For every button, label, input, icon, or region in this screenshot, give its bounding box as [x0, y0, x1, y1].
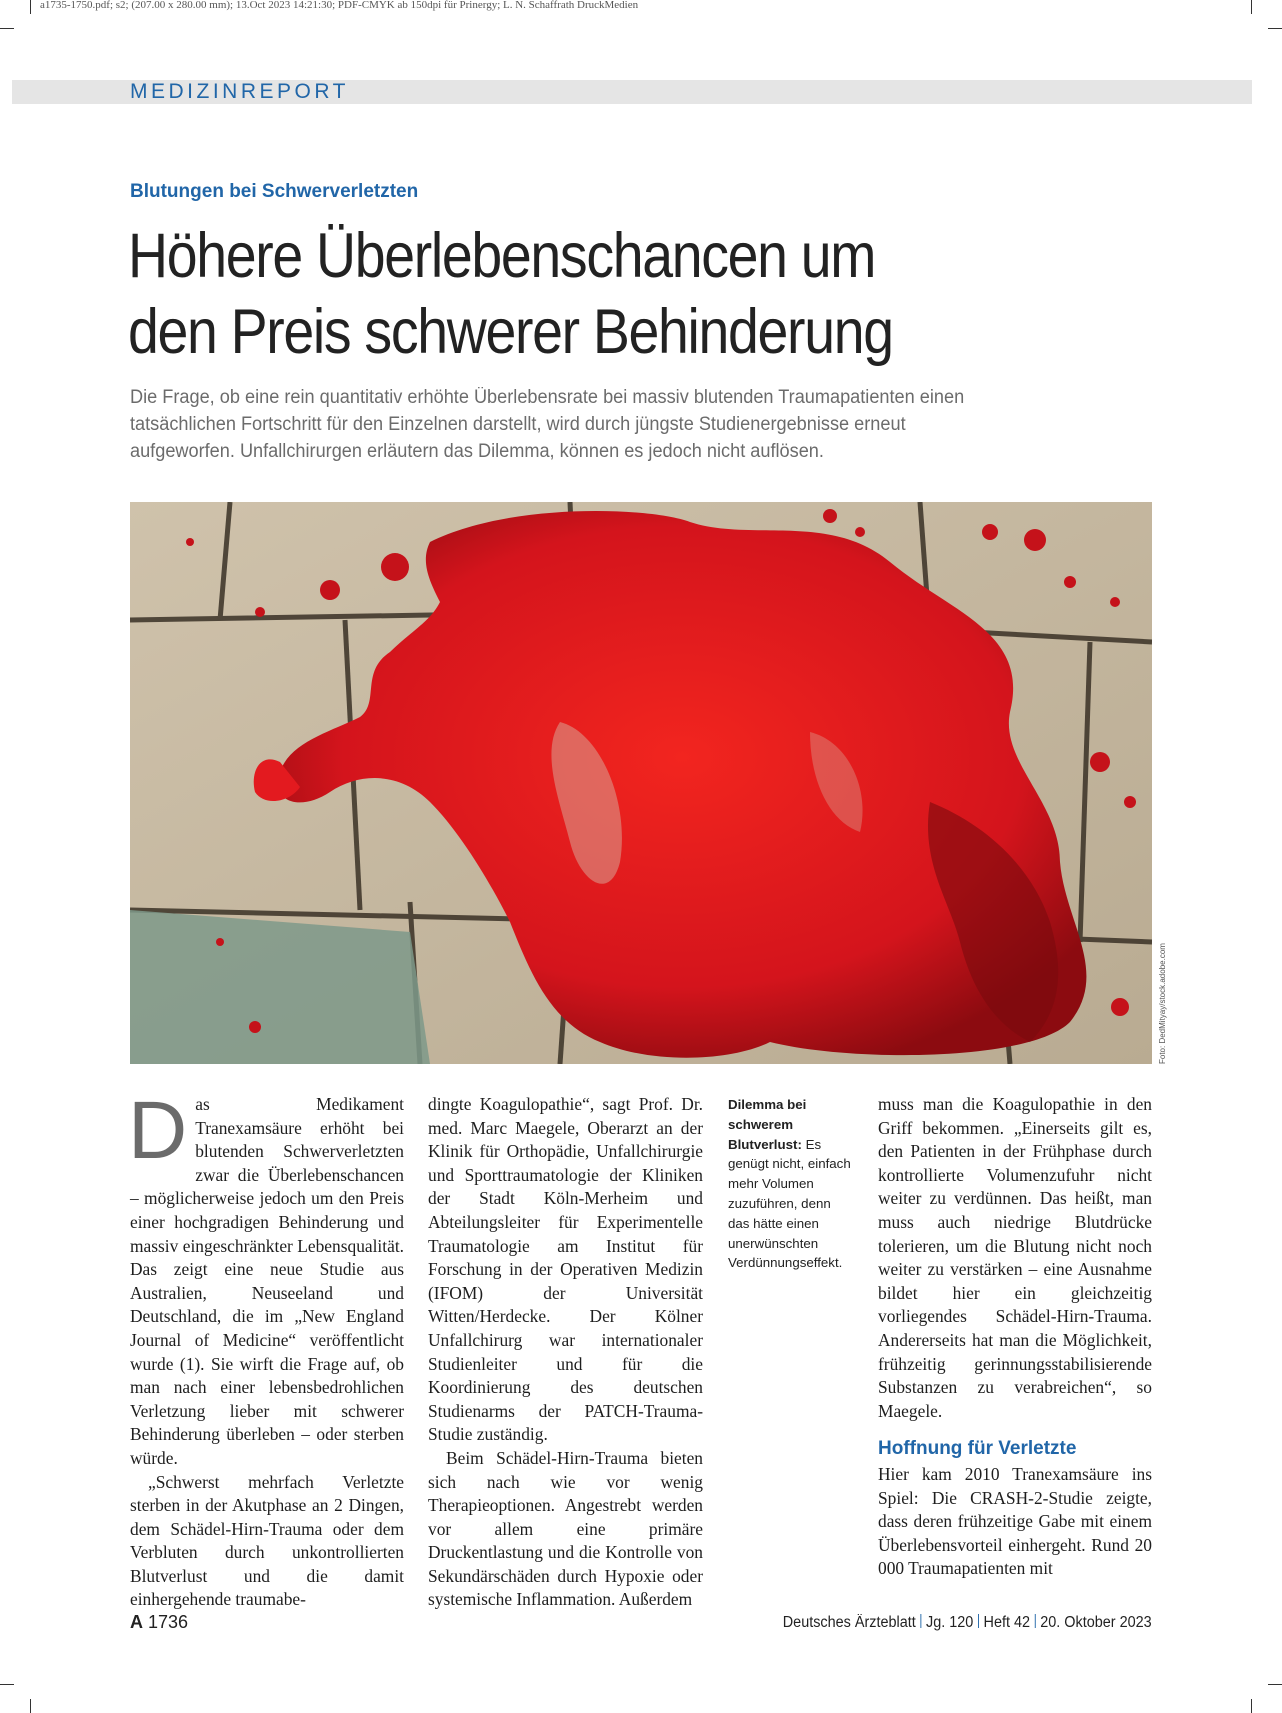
photo-caption	[728, 1095, 854, 1273]
journal-volume: Jg. 120	[926, 1614, 974, 1631]
article-kicker: Blutungen bei Schwerverletzten	[130, 181, 419, 202]
body-column-2	[428, 1093, 703, 1612]
body-paragraph-continued: dingte Koagulopathie“, sagt Prof. Dr. med. Marc Maegele, Oberarzt an der Klinik für Orthopädie, Unfallchirurgie und Sporttraumatologie der Kliniken der Stadt Köln-Merheim und Abteilungsleiter für Experimentelle Traumatologie am Institut für Forschung in der Operativen Medizin (IFOM) der Universität Witten/Herdecke. Der Kölner Unfallchirurg war internationaler Studienleiter und für die Koordinierung des deutschen Studienarms der PATCH-Trauma-Studie zuständig.	[428, 1094, 703, 1445]
print-slug: a1735-1750.pdf; s2; (207.00 x 280.00 mm); 13.Oct 2023 14:21:30; PDF-CMYK ab 150dpi für Prinergy; L. N. Schaffrath DruckMedien	[40, 0, 639, 11]
crop-mark	[1251, 0, 1252, 14]
body-column-1	[128, 1085, 404, 1612]
caption-title: Dilemma bei schwerem Blutverlust:	[728, 1097, 807, 1152]
crop-mark	[1268, 1684, 1282, 1685]
journal-info	[783, 1614, 1152, 1632]
body-paragraph-continued: muss man die Koagulopathie in den Griff bekommen. „Einerseits gilt es, den Patienten in der Frühphase durch kontrollierte Volumenzufuhr nicht weiter zu verdünnen. Das heißt, man muss auch niedrige Blutdrücke tolerieren, um die Blutung nicht noch weiter zu verstärken – eine Ausnahme bildet hier ein gleichzeitig vorliegendes Schädel-Hirn-Trauma. Andererseits hat man die Möglichkeit, frühzeitig gerinnungsstabilisierende Substanzen zu verabreichen“, so Maegele.	[878, 1094, 1152, 1421]
body-paragraph: Hier kam 2010 Tranexamsäure ins Spiel: Die CRASH-2-Studie zeigte, dass deren frühzeitige Gabe mit einem Überlebensvorteil einhergeht. Rund 20 000 Traumapatienten mit	[878, 1463, 1152, 1579]
body-column-3	[878, 1093, 1152, 1581]
body-paragraph	[128, 1085, 404, 1471]
blood-on-tiles-illustration	[130, 502, 1152, 1064]
photo-credit: Foto: DedMityay/stock.adobe.com	[1158, 943, 1167, 1064]
section-subhead: Hoffnung für Verletzte	[878, 1438, 1077, 1460]
body-paragraph: „Schwerst mehrfach Verletzte sterben in der Akutphase an 2 Dingen, dem Schädel-Hirn-Trauma oder dem Verbluten durch unkontrollierten Blutverlust und die damit einhergehende traumabe-	[130, 1471, 404, 1610]
crop-mark	[1268, 28, 1282, 29]
journal-name: Deutsches Ärzteblatt	[783, 1614, 917, 1631]
body-paragraph: Beim Schädel-Hirn-Trauma bieten sich nach wie vor wenig Therapieoptionen. Angestrebt werden vor allem eine primäre Druckentlastung und die Kontrolle von Sekundärschäden durch Hypoxie oder systemische Inflammation. Außerdem	[428, 1447, 703, 1610]
section-label: MEDIZINREPORT	[130, 80, 349, 103]
journal-date: 20. Oktober 2023	[1040, 1614, 1152, 1631]
caption-text: Es genügt nicht, einfach mehr Volumen zuzuführen, denn das hätte einen unerwünschten Verdünnungseffekt.	[728, 1136, 851, 1271]
headline-line-2: den Preis schwerer Behinderung	[128, 297, 893, 367]
paragraph-text: as Medikament Tranexamsäure erhöht bei blutenden Schwerverletzten zwar die Überlebenschancen – möglicherweise jedoch um den Preis einer hochgradigen Behinderung und massiv eingeschränkter Lebensqualität. Das zeigt eine neue Studie aus Australien, Neuseeland und Deutschland, die im „New England Journal of Medicine“ veröffentlicht wurde (1). Sie wirft die Frage auf, ob man nach einer lebensbedrohlichen Verletzung lieber mit schwerer Behinderung überleben – oder sterben würde.	[130, 1094, 404, 1468]
crop-mark	[0, 28, 14, 29]
crop-mark	[30, 1699, 31, 1713]
headline-line-1: Höhere Überlebenschancen um	[128, 221, 876, 291]
page-prefix: A	[130, 1612, 143, 1632]
drop-cap: D	[128, 1085, 188, 1176]
journal-issue: Heft 42	[983, 1614, 1031, 1631]
crop-mark	[30, 0, 31, 14]
crop-mark	[1251, 1699, 1252, 1713]
article-headline	[128, 218, 1052, 370]
separator	[1035, 1614, 1036, 1628]
article-lead: Die Frage, ob eine rein quantitativ erhöhte Überlebensrate bei massiv blutenden Traumapatienten einen tatsächlichen Fortschritt für den Einzelnen darstellt, wird durch jüngste Studienergebnisse erneut aufgeworfen. Unfallchirurgen erläutern das Dilemma, können es jedoch nicht auflösen.	[130, 387, 965, 462]
page-number-value: 1736	[148, 1612, 189, 1632]
crop-mark	[0, 1684, 14, 1685]
separator	[978, 1614, 979, 1628]
page-number	[130, 1612, 188, 1633]
article-photo	[130, 502, 1152, 1064]
separator	[921, 1614, 922, 1628]
